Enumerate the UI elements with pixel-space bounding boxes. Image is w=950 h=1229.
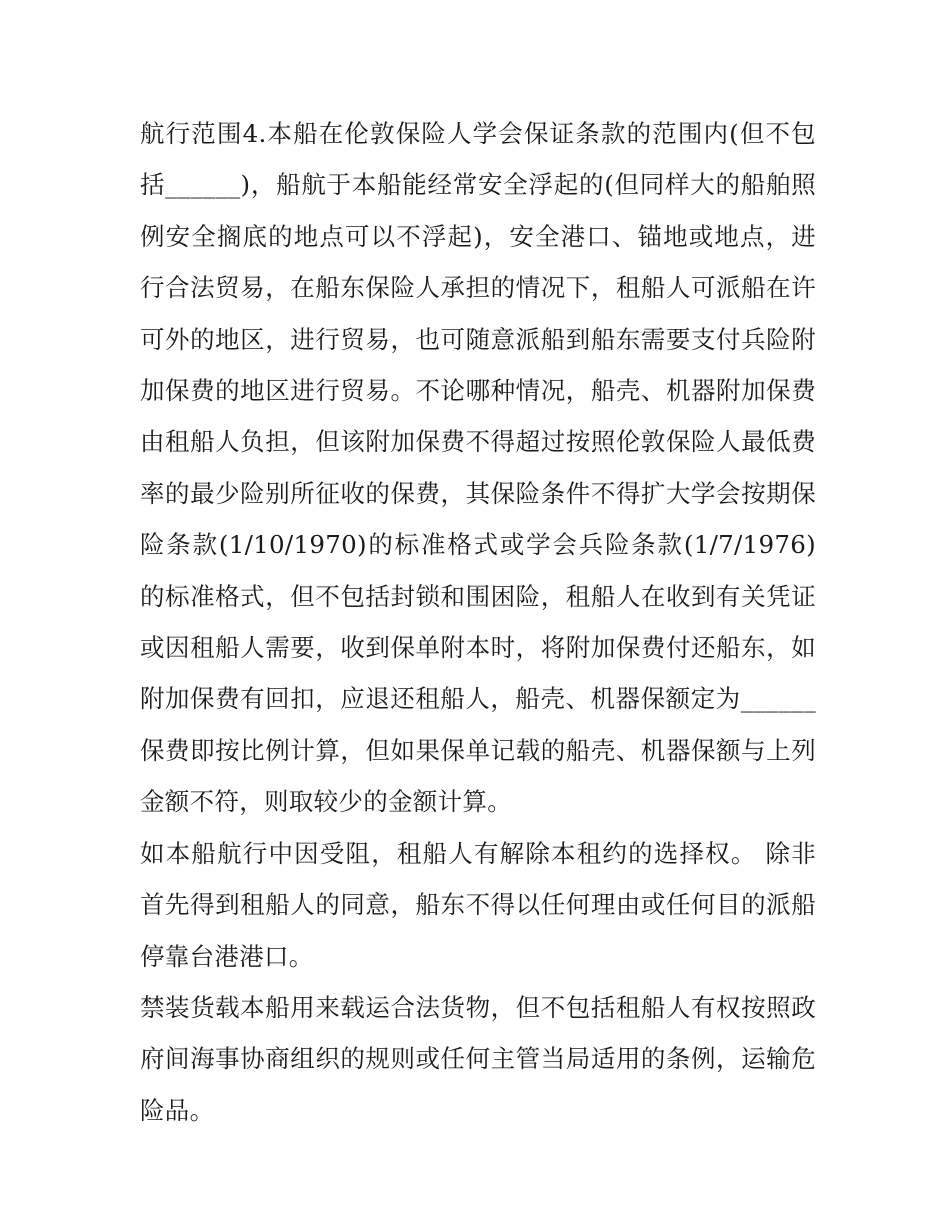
paragraph-prohibited-cargo: 禁装货载本船用来载运合法货物，但不包括租船人有权按照政府间海事协商组织的规则或任何主管当局适用的条例，运输危险品。 — [140, 992, 816, 1125]
document-body — [140, 108, 816, 1136]
paragraph-navigation-scope: 航行范围4.本船在伦敦保险人学会保证条款的范围内(但不包括______)，船航于本船能经常安全浮起的(但同样大的船舶照例安全搁底的地点可以不浮起)，安全港口、锚地或地点，进行合法贸易，在船东保险人承担的情况下，租船人可派船在许可外的地区，进行贸易，也可随意派船到船东需要支付兵险附加保费的地区进行贸易。不论哪种情况，船壳、机器附加保费由租船人负担，但该附加保费不得超过按照伦敦保险人最低费率的最少险别所征收的保费，其保险条件不得扩大学会按期保险条款(1/10/1970)的标准格式或学会兵险条款(1/7/1976)的标准格式，但不包括封锁和围困险，租船人在收到有关凭证或因租船人需要，收到保单附本时，将附加保费付还船东，如附加保费有回扣，应退还租船人，船壳、机器保额定为______保费即按比例计算，但如果保单记载的船壳、机器保额与上列金额不符，则取较少的金额计算。 — [140, 119, 816, 817]
paragraph-detention-option: 如本船航行中因受阻，租船人有解除本租约的选择权。 除非首先得到租船人的同意，船东不得以任何理由或任何目的派船停靠台港港口。 — [140, 838, 816, 971]
